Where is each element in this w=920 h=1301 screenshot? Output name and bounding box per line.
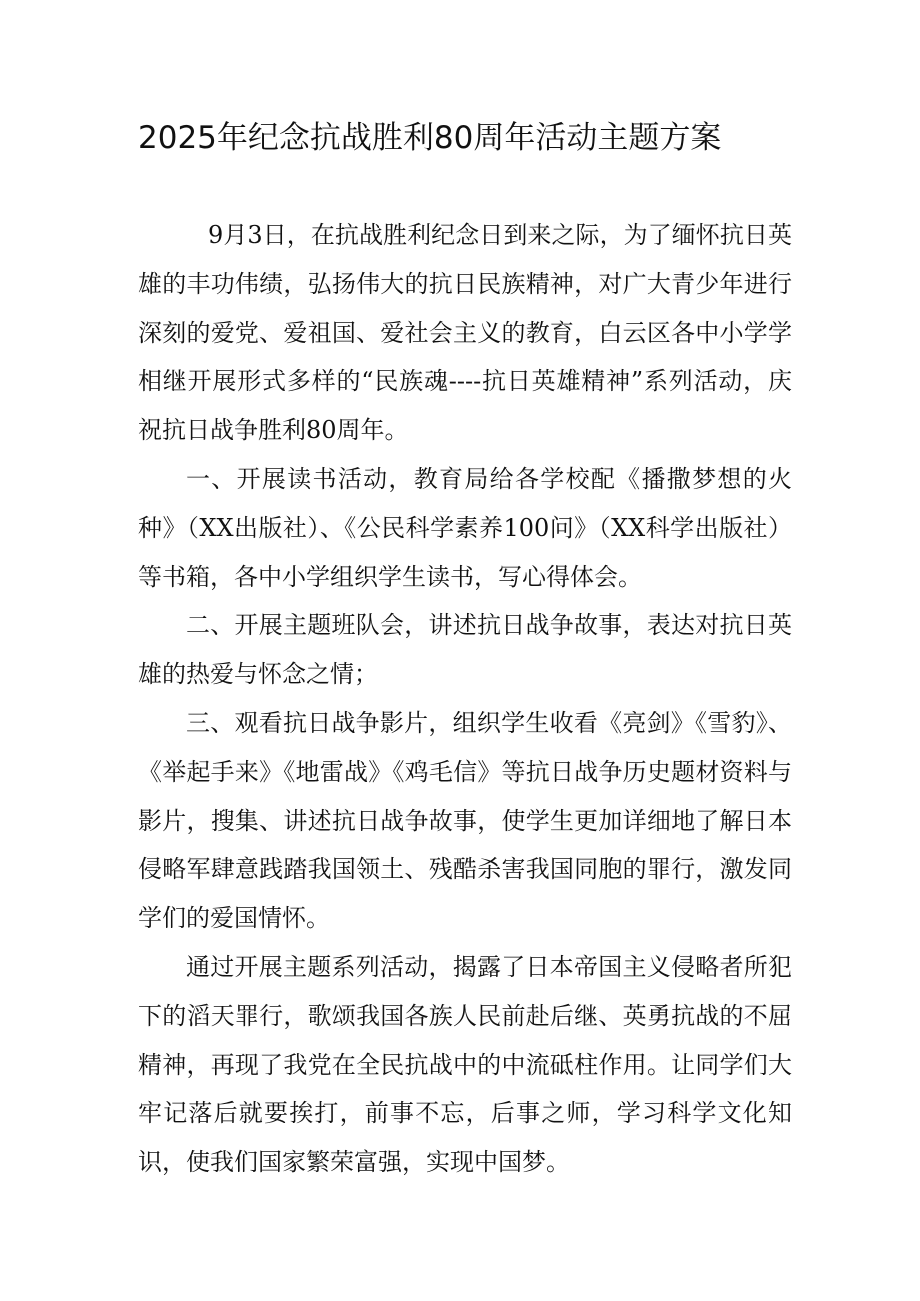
film-viewing-paragraph: 三、观看抗日战争影片，组织学生收看《亮剑》《雪豹》、《举起手来》《地雷战》《鸡毛信》等抗日战争历史题材资料与影片，搜集、讲述抗日战争故事，使学生更加详细地了解日本侵略军肆意践踏我国领土、残酷杀害我国同胞的罪行，激发同学们的爱国情怀。 (138, 708, 792, 933)
reading-activity-paragraph: 一、开展读书活动，教育局给各学校配《播撒梦想的火种》（XX出版社）、《公民科学素养100问》（XX科学出版社）等书箱，各中小学组织学生读书，写心得体会。 (138, 464, 792, 591)
intro-paragraph: 9月3日，在抗战胜利纪念日到来之际，为了缅怀抗日英雄的丰功伟绩，弘扬伟大的抗日民族精神，对广大青少年进行深刻的爱党、爱祖国、爱社会主义的教育，白云区各中小学学相继开展形式多样的“民族魂----抗日英雄精神”系列活动，庆祝抗日战争胜利80周年。 (138, 221, 792, 445)
document-title: 2025年纪念抗战胜利80周年活动主题方案 (138, 120, 722, 156)
document-body (138, 211, 792, 1187)
class-meeting-paragraph: 二、开展主题班队会，讲述抗日战争故事，表达对抗日英雄的热爱与怀念之情； (138, 611, 792, 689)
conclusion-paragraph: 通过开展主题系列活动，揭露了日本帝国主义侵略者所犯下的滔天罪行，歌颂我国各族人民前赴后继、英勇抗战的不屈精神，再现了我党在全民抗战中的中流砥柱作用。让同学们大牢记落后就要挨打，前事不忘，后事之师，学习科学文化知识，使我们国家繁荣富强，实现中国梦。 (138, 952, 792, 1177)
